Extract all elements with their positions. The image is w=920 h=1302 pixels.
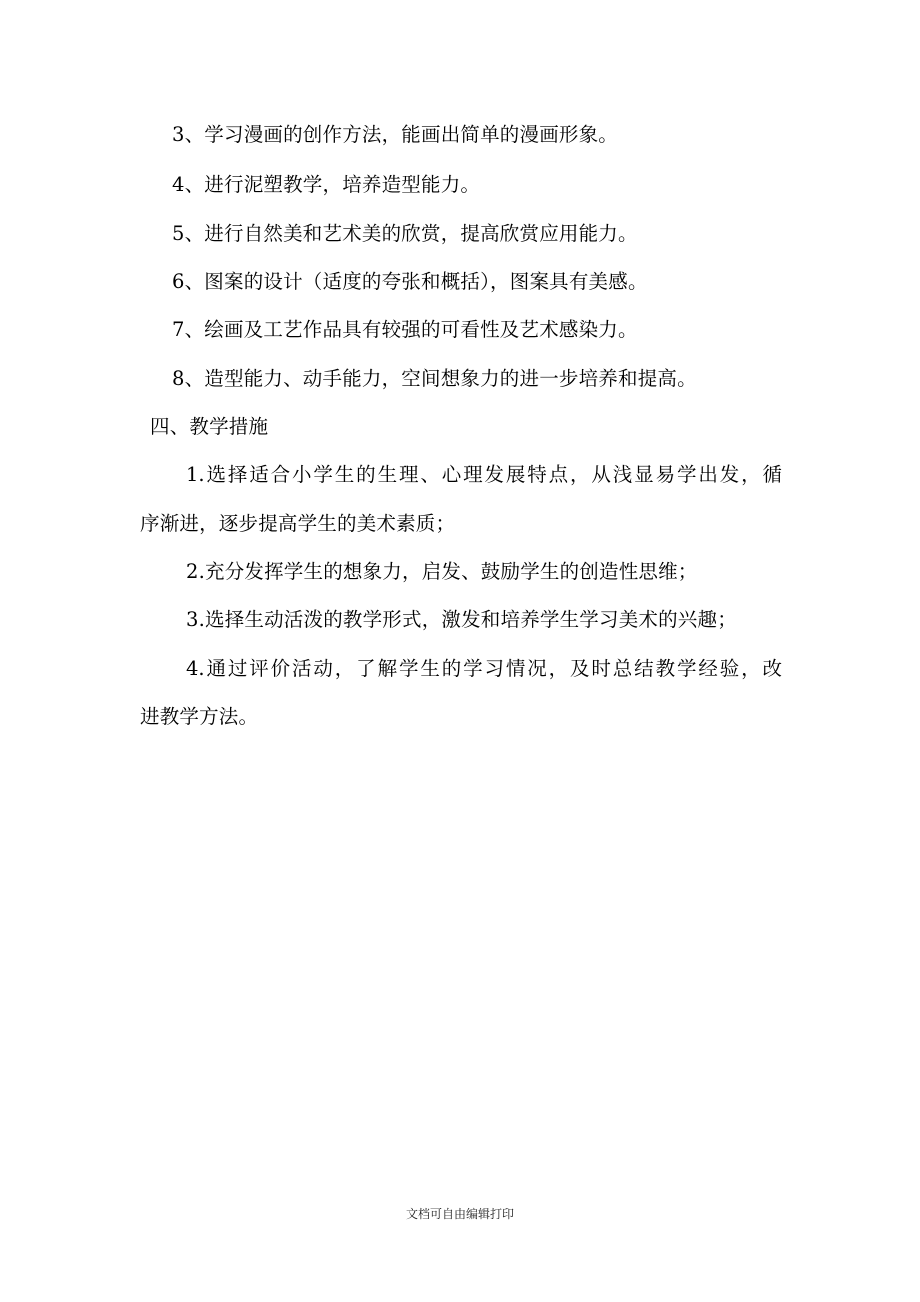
measure-3: 3.选择生动活泼的教学形式，激发和培养学生学习美术的兴趣； xyxy=(186,608,737,631)
measure-4-line-1: 4.通过评价活动，了解学生的学习情况，及时总结教学经验，改 xyxy=(186,657,782,680)
measure-1-line-1: 1.选择适合小学生的生理、心理发展特点，从浅显易学出发，循 xyxy=(186,463,782,486)
goal-item-5: 5、进行自然美和艺术美的欣赏，提高欣赏应用能力。 xyxy=(172,222,638,245)
measure-1-line-2: 序渐进，逐步提高学生的美术素质； xyxy=(140,512,456,535)
measure-4-line-2: 进教学方法。 xyxy=(140,705,259,728)
goal-item-4: 4、进行泥塑教学，培养造型能力。 xyxy=(172,173,481,196)
goal-item-7: 7、绘画及工艺作品具有较强的可看性及艺术感染力。 xyxy=(172,318,638,341)
section-heading: 四、教学措施 xyxy=(150,415,269,438)
goal-item-6: 6、图案的设计（适度的夸张和概括），图案具有美感。 xyxy=(172,270,648,293)
goal-item-3: 3、学习漫画的创作方法，能画出简单的漫画形象。 xyxy=(172,123,619,146)
measure-2: 2.充分发挥学生的想象力，启发、鼓励学生的创造性思维； xyxy=(186,560,698,583)
page-footer: 文档可自由编辑打印 xyxy=(405,1207,514,1221)
goal-item-8: 8、造型能力、动手能力，空间想象力的进一步培养和提高。 xyxy=(172,367,697,390)
